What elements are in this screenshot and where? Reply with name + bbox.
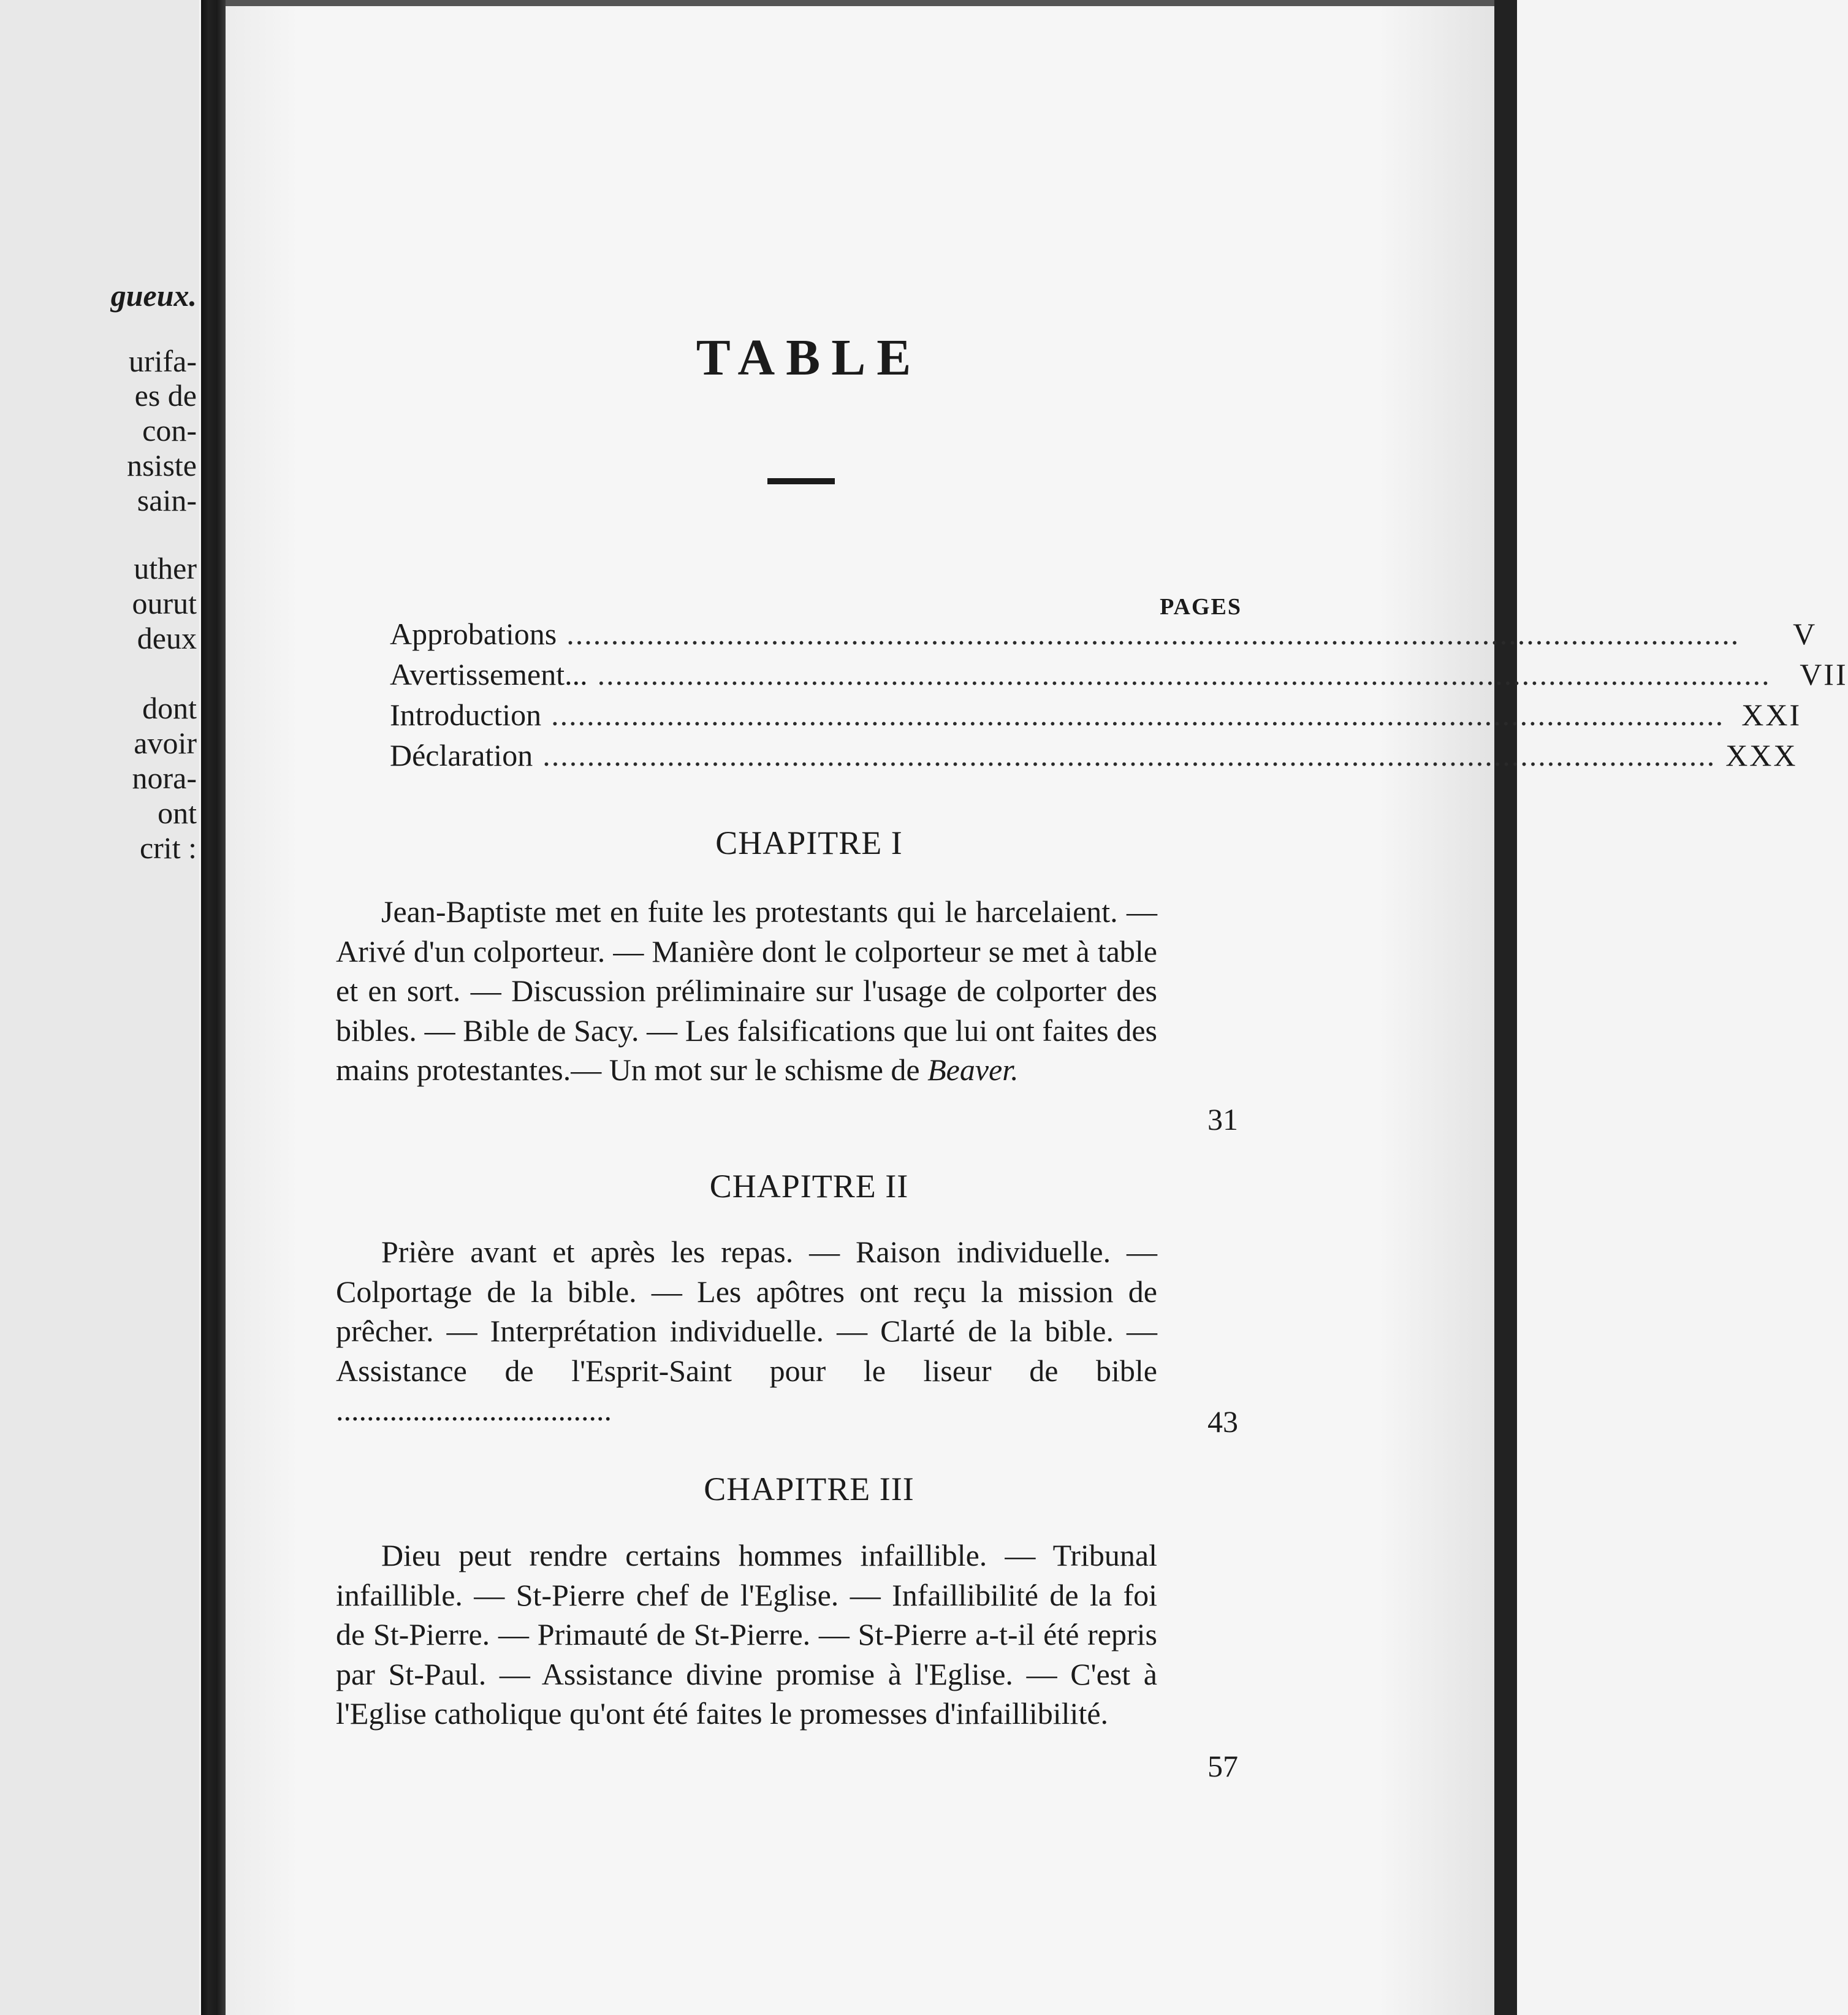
toc-entry-label: Introduction: [390, 698, 542, 732]
chapter-page-number: 31: [1207, 1102, 1238, 1137]
page-right-edge: [1494, 0, 1517, 2015]
toc-entry-label: Déclaration: [390, 738, 533, 772]
toc-entry-page: XXX: [1725, 738, 1798, 772]
dot-leader: ....................................................................................................................................: [551, 698, 1725, 732]
chapter-summary-italic: Beaver.: [927, 1053, 1019, 1087]
left-page-line: sain-: [137, 483, 197, 517]
left-page-line: uther: [134, 551, 197, 585]
chapter-page-number: 43: [1207, 1404, 1238, 1439]
pages-column-header: PAGES: [1160, 594, 1242, 620]
dot-leader: ....................................................................................................................................: [597, 657, 1771, 691]
left-facing-page-fragment: [0, 0, 199, 2015]
left-page-line: ont: [158, 796, 197, 830]
chapter-heading: CHAPITRE III: [704, 1471, 914, 1507]
chapter-summary-text: Jean-Baptiste met en fuite les protestants qui le harcelaient. — Arivé d'un colporteur. — Manière dont le colporteur se met à table et en sort. — Discussion préliminaire sur l'usage de colporter des bibles. — Bible de Sacy. — Les falsifications que lui ont faites des mains protestantes.— Un mot sur le schisme de: [336, 894, 1157, 1087]
page-top-edge: [226, 0, 1494, 6]
chapter-heading: CHAPITRE I: [715, 825, 903, 861]
left-page-line: avoir: [134, 726, 197, 760]
chapter-heading: CHAPITRE II: [709, 1168, 909, 1205]
toc-entry: [390, 697, 1802, 736]
dot-leader: ....................................................................................................................................: [566, 617, 1740, 651]
left-page-line: dont: [142, 691, 197, 725]
toc-entry-label: Approbations: [390, 617, 557, 651]
chapter-summary-text: Prière avant et après les repas. — Raison individuelle. — Colportage de la bible. — Les apôtres ont reçu la mission de prêcher. — Interprétation individuelle. — Clarté de la bible. — Assistance de l'Esprit-Saint pour le liseur de bible ....................................: [336, 1235, 1157, 1427]
toc-entry: [390, 737, 1798, 777]
left-page-line: urifa-: [128, 344, 197, 378]
left-page-line: con-: [142, 413, 197, 448]
left-page-line: es de: [134, 378, 197, 413]
toc-entry-page: XXI: [1741, 698, 1802, 732]
page-title: TABLE: [696, 329, 922, 386]
left-page-line: deux: [137, 621, 197, 655]
left-page-line: gueux.: [110, 278, 197, 313]
chapter-summary: [336, 1232, 1157, 1430]
toc-entry-label: Avertissement...: [390, 657, 588, 691]
chapter-summary-text: Dieu peut rendre certains hommes infaillible. — Tribunal infaillible. — St-Pierre chef de l'Eglise. — Infaillibilité de la foi de St-Pierre. — Primauté de St-Pierre. — St-Pierre a-t-il été repris par St-Paul. — Assistance divine promise à l'Eglise. — C'est à l'Eglise catholique qu'ont été faites le promesses d'infaillibilité.: [336, 1538, 1157, 1731]
left-page-line: nora-: [132, 761, 197, 795]
chapter-page-number: 57: [1207, 1749, 1238, 1783]
chapter-summary: [336, 1536, 1157, 1734]
toc-entry: [390, 616, 1817, 655]
chapter-summary: [336, 892, 1157, 1090]
toc-entry: [390, 657, 1848, 696]
toc-entry-page: V: [1793, 617, 1817, 651]
title-rule-divider: [767, 478, 835, 484]
left-page-line: nsiste: [127, 448, 197, 482]
book-gutter: [201, 0, 226, 2015]
dot-leader: ....................................................................................................................................: [542, 738, 1716, 772]
left-page-line: crit :: [139, 831, 197, 865]
toc-entry-page: VII: [1800, 657, 1848, 691]
left-page-line: ourut: [132, 586, 197, 620]
